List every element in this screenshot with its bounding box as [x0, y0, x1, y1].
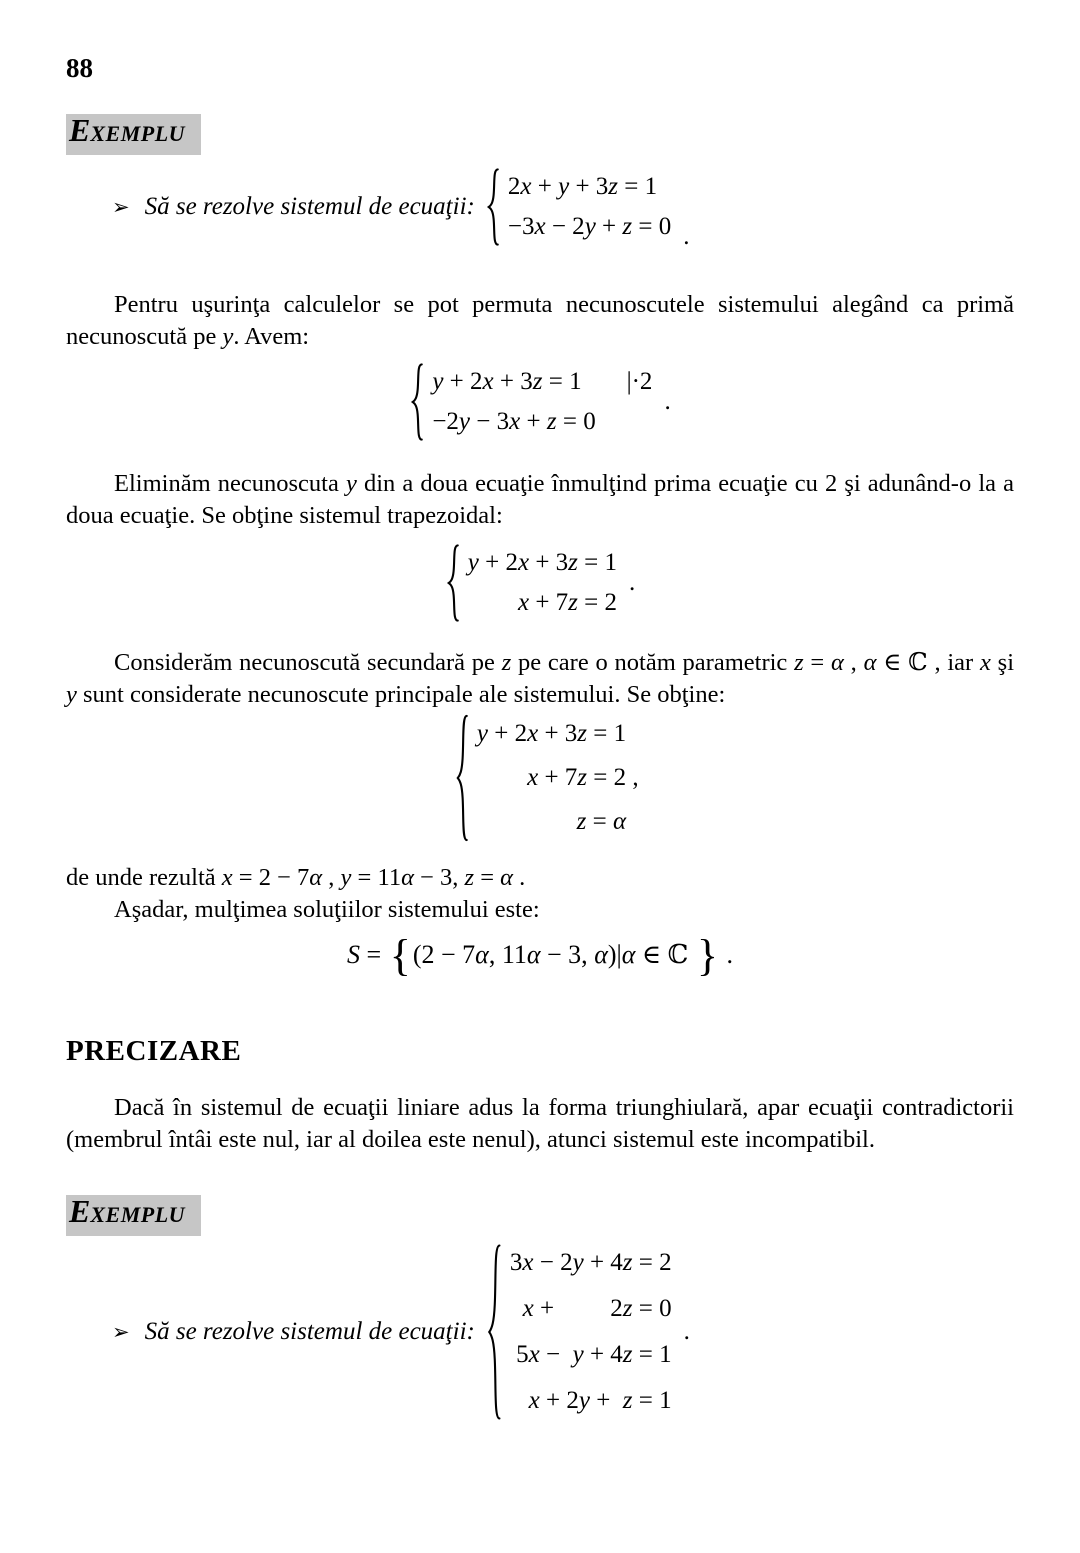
paragraph-parametric — [66, 647, 1014, 710]
equation: z = α — [576, 808, 627, 835]
text-segment: α — [401, 864, 414, 891]
text-segment: . Avem: — [233, 322, 310, 350]
equation: x + 2z = 0 — [522, 1295, 672, 1322]
equation: x + 2y + z = 1 — [528, 1387, 672, 1414]
equation-system-3 — [445, 543, 617, 623]
equation-row — [432, 402, 652, 442]
text-segment: pe care o notăm parametric — [511, 649, 795, 676]
system-brace — [445, 543, 460, 623]
equation: 5x − y + 4z = 1 — [516, 1341, 672, 1368]
arrow-bullet-icon: ➢ — [112, 195, 130, 219]
equation-row — [477, 712, 626, 756]
equation-row — [508, 207, 671, 247]
heading-initial: E — [69, 112, 91, 148]
solution-set-line — [66, 931, 1014, 980]
equation: −2y − 3x + z = 0 — [432, 408, 596, 435]
equation-system-5 — [485, 1240, 672, 1424]
text-segment: , — [843, 649, 864, 676]
text-segment: Considerăm necunoscută secundară pe — [114, 649, 502, 676]
text-segment: x — [221, 864, 233, 891]
text-segment: α — [863, 649, 877, 676]
equation-system-1 — [485, 167, 671, 247]
system-block-2 — [66, 362, 1014, 442]
paragraph-eliminate — [66, 468, 1014, 531]
system-brace — [485, 167, 500, 247]
open-brace: { — [389, 931, 411, 980]
system-block-3 — [66, 543, 1014, 623]
solution-lhs: S = — [347, 940, 388, 969]
equation-row — [432, 362, 652, 402]
trailing-period: . — [683, 1318, 690, 1345]
equation-system-2 — [409, 362, 652, 442]
text-segment: − 3, — [413, 864, 465, 891]
text-segment: = — [474, 864, 501, 891]
text-segment: y — [340, 864, 352, 891]
text-segment: α — [309, 864, 323, 891]
multiplier-note: |·2 — [626, 368, 653, 395]
curly-brace-icon — [485, 1240, 502, 1424]
equation-row — [510, 1286, 672, 1332]
equation-row — [477, 800, 626, 844]
curly-brace-icon — [409, 362, 424, 442]
text-segment: y — [66, 680, 77, 708]
curly-brace-icon — [445, 543, 460, 623]
system-brace — [409, 362, 424, 442]
system-brace — [485, 1240, 502, 1424]
system-rows — [500, 167, 671, 247]
precizare-body: Dacă în sistemul de ecuaţii liniare adus la forma triunghiulară, apar ecuaţii contradictorii (membrul întâi este nul, iar al doilea este nenul), atunci sistemul este incompatibil. — [66, 1094, 1014, 1153]
equation-system-4 — [454, 712, 639, 844]
system-rows — [460, 543, 617, 623]
heading-rest: XEMPLU — [90, 121, 186, 146]
text-segment: de unde rezultă — [66, 864, 222, 891]
equation: 3x − 2y + 4z = 2 — [509, 1249, 672, 1276]
page-number: 88 — [66, 53, 93, 83]
solution-body: (2 − 7α, 11α − 3, α)|α ∈ ℂ — [412, 940, 695, 969]
equation: y + 2x + 3z = 1 — [432, 368, 582, 395]
system-rows — [424, 362, 652, 442]
text-segment: = — [803, 649, 832, 676]
text-segment: z — [501, 649, 512, 676]
equation: x + 7z = 2 — [517, 589, 618, 616]
equation: y + 2x + 3z = 1 — [476, 720, 627, 747]
example-2-prompt: Să se rezolve sistemul de ecuaţii: — [144, 1318, 475, 1345]
exemplu-heading-2 — [66, 1195, 201, 1236]
equation-row — [510, 1240, 672, 1286]
example-1 — [112, 159, 1014, 255]
text-segment: Eliminăm necunoscuta — [114, 470, 346, 497]
close-brace: } — [696, 931, 718, 980]
text-segment: Pentru uşurinţa calculelor se pot permuta necunoscutele sistemului alegând ca primă necunoscută pe — [66, 291, 1014, 350]
trailing-period: . — [629, 569, 636, 596]
example-1-prompt: Să se rezolve sistemul de ecuaţii: — [144, 193, 475, 220]
system-brace — [454, 712, 469, 844]
result-line — [66, 862, 1014, 894]
text-segment: = 2 − 7 — [232, 864, 310, 891]
text-segment: din a doua ecuaţie înmulţind prima ecuaţie cu 2 şi adunând-o la a doua ecuaţie. Se obţine sistemul trapezoidal: — [66, 470, 1014, 529]
exemplu-heading-1 — [66, 114, 201, 155]
curly-brace-icon — [454, 712, 469, 844]
equation-row — [510, 1332, 672, 1378]
row-suffix: , — [626, 764, 639, 791]
equation: −3x − 2y + z = 0 — [507, 213, 672, 240]
equation-row — [468, 583, 617, 623]
text-segment: y — [222, 322, 234, 350]
precizare-heading: PRECIZARE — [66, 1035, 242, 1067]
equation-row — [468, 543, 617, 583]
text-segment: α — [500, 864, 514, 891]
equation: 2x + y + 3z = 1 — [507, 173, 658, 200]
text-segment: α — [831, 649, 844, 676]
equation: x + 7z = 2 — [527, 764, 627, 791]
text-segment: x — [980, 649, 991, 676]
text-segment: z — [464, 864, 475, 891]
text-segment: , — [322, 864, 341, 891]
heading-rest: XEMPLU — [90, 1202, 186, 1227]
trailing-period: . — [683, 223, 690, 250]
text-segment: y — [345, 470, 357, 497]
trailing-period: . — [664, 388, 671, 415]
system-rows — [502, 1240, 672, 1424]
text-segment: = 11 — [351, 864, 402, 891]
text-segment: ∈ ℂ , iar — [876, 649, 980, 676]
system-block-4 — [66, 712, 1014, 844]
paragraph-permute — [66, 289, 1014, 352]
equation: y + 2x + 3z = 1 — [467, 549, 618, 576]
arrow-bullet-icon: ➢ — [112, 1320, 130, 1344]
system-rows — [469, 712, 639, 844]
text-segment: şi — [990, 649, 1015, 676]
curly-brace-icon — [485, 167, 500, 247]
example-2 — [112, 1238, 1014, 1426]
trailing-period: . — [719, 940, 733, 969]
equation-row — [477, 756, 639, 800]
text-segment: sunt considerate necunoscute principale ale sistemului. Se obţine: — [76, 680, 726, 708]
equation-row — [510, 1378, 672, 1424]
text-segment: z — [794, 649, 804, 676]
text-segment: . — [513, 864, 526, 891]
equation-row — [508, 167, 671, 207]
heading-initial: E — [69, 1193, 91, 1229]
asadar-line: Aşadar, mulţimea soluţiilor sistemului este: — [114, 895, 540, 923]
